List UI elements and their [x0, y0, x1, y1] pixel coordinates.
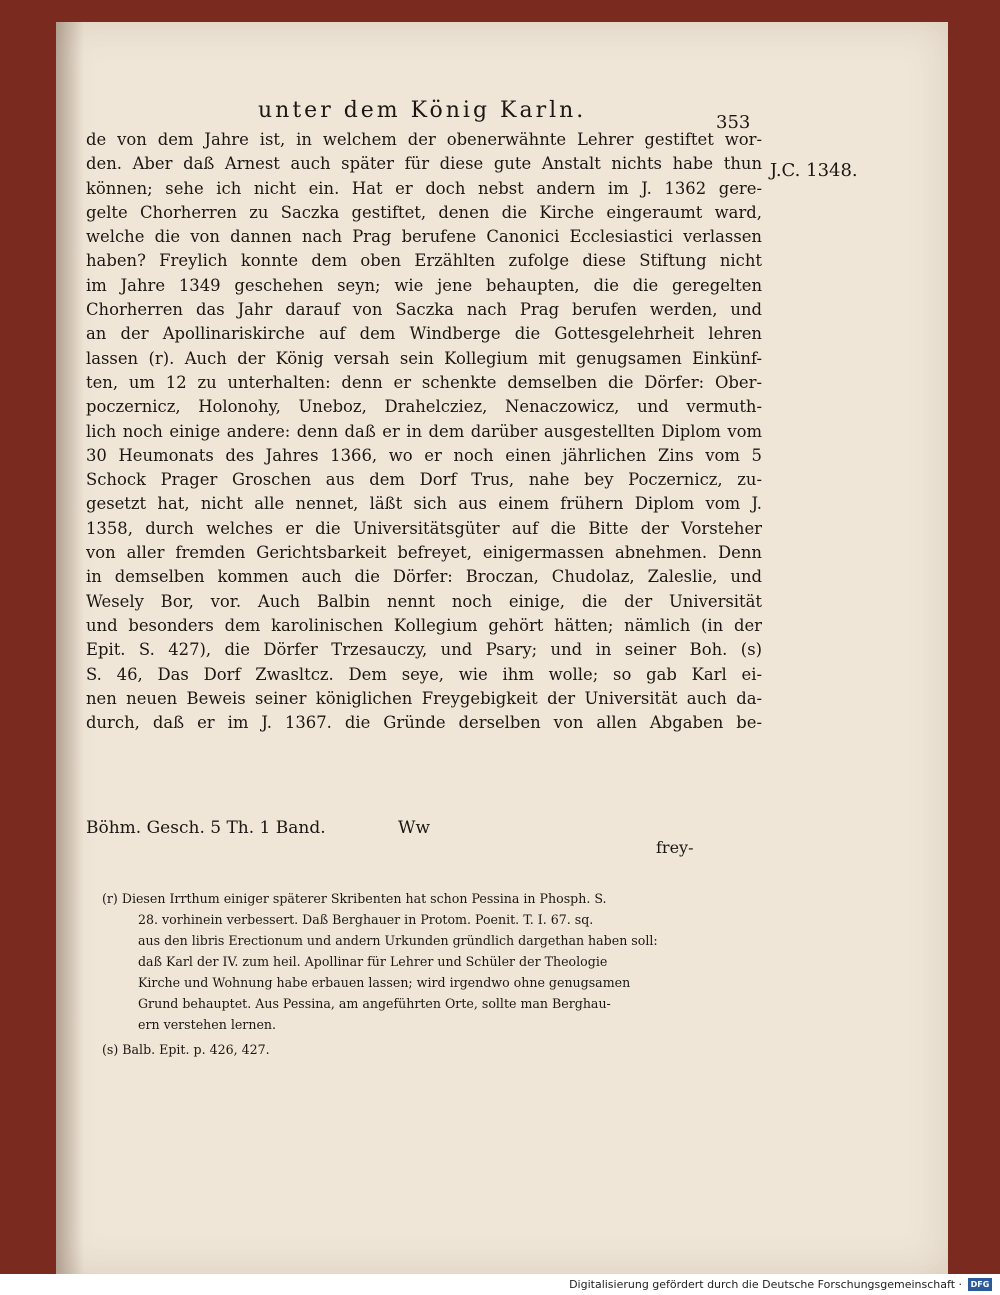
body-line: können; sehe ich nicht ein. Hat er doch nebst andern im J. 1362 gere- [86, 178, 762, 198]
body-line: von aller fremden Gerichtsbarkeit befreyet, einigermassen abnehmen. Denn [86, 543, 762, 563]
dfg-logo-icon: DFG [968, 1278, 992, 1291]
gutter-shadow [56, 22, 84, 1274]
body-line: welche die von dannen nach Prag berufene Canonici Ecclesiastici verlassen [86, 227, 762, 247]
footnote-r [102, 888, 742, 1035]
body-line: lich noch einige andere: denn daß er in dem darüber ausgestellten Diplom vom [86, 421, 762, 441]
footnote-line: (r) Diesen Irrthum einiger späterer Skribenten hat schon Pessina in Phosph. S. [102, 891, 607, 906]
footnote-line: ern verstehen lernen. [138, 1017, 277, 1032]
body-line: 30 Heumonats des Jahres 1366, wo er noch einen jährlichen Zins vom 5 [86, 445, 762, 465]
running-head: unter dem König Karln. [258, 98, 587, 123]
body-line: in demselben kommen auch die Dörfer: Broczan, Chudolaz, Zaleslie, und [86, 567, 762, 587]
body-text [86, 128, 762, 735]
page-number: 353 [716, 112, 751, 133]
body-line: im Jahre 1349 geschehen seyn; wie jene behaupten, die die geregelten [86, 275, 762, 295]
printer-signature: Böhm. Gesch. 5 Th. 1 Band. [86, 818, 326, 838]
body-line: de von dem Jahre ist, in welchem der obenerwähnte Lehrer gestiftet wor- [86, 130, 762, 149]
body-line: den. Aber daß Arnest auch später für diese gute Anstalt nichts habe thun [86, 154, 762, 174]
footnote-s: (s) Balb. Epit. p. 426, 427. [102, 1042, 270, 1057]
body-line: Schock Prager Groschen aus dem Dorf Trus, nahe bey Poczernicz, zu- [86, 470, 762, 490]
body-line: an der Apollinariskirche auf dem Windberge die Gottesgelehrheit lehren [86, 324, 762, 344]
footnote-line: Kirche und Wohnung habe erbauen lassen; wird irgendwo ohne genugsamen [138, 975, 631, 990]
body-line: ten, um 12 zu unterhalten: denn er schenkte demselben die Dörfer: Ober- [86, 372, 762, 392]
footnote-line: Grund behauptet. Aus Pessina, am angeführten Orte, sollte man Berghau- [138, 996, 611, 1011]
body-line: poczernicz, Holonohy, Uneboz, Drahelcziez, Nenaczowicz, und vermuth- [86, 397, 762, 417]
body-line: haben? Freylich konnte dem oben Erzählten zufolge diese Stiftung nicht [86, 251, 762, 271]
body-line: gelte Chorherren zu Saczka gestiftet, denen die Kirche eingeraumt ward, [86, 202, 762, 222]
margin-note-year: J.C. 1348. [770, 160, 858, 181]
body-line: 1358, durch welches er die Universitätsgüter auf die Bitte der Vorsteher [86, 518, 762, 538]
body-line: nen neuen Beweis seiner königlichen Freygebigkeit der Universität auch da- [86, 688, 762, 708]
body-line: Chorherren das Jahr darauf von Saczka nach Prag berufen werden, und [86, 300, 762, 320]
footnote-line: daß Karl der IV. zum heil. Apollinar für Lehrer und Schüler der Theologie [138, 954, 608, 969]
footnote-line: 28. vorhinein verbessert. Daß Berghauer in Protom. Poenit. T. I. 67. sq. [138, 912, 594, 927]
digitization-credit [0, 1274, 1000, 1295]
gathering-mark: Ww [398, 818, 431, 838]
footnotes [102, 888, 742, 1060]
body-line: gesetzt hat, nicht alle nennet, läßt sich aus einem frühern Diplom vom J. [86, 494, 762, 514]
body-line: und besonders dem karolinischen Kollegium gehört hätten; nämlich (in der [86, 615, 762, 635]
credit-text: Digitalisierung gefördert durch die Deutsche Forschungsgemeinschaft · [569, 1278, 962, 1291]
catchword: frey- [656, 838, 694, 857]
body-line: lassen (r). Auch der König versah sein Kollegium mit genugsamen Einkünf- [86, 348, 762, 368]
body-line: durch, daß er im J. 1367. die Gründe derselben von allen Abgaben be- [86, 713, 762, 733]
body-line: S. 46, Das Dorf Zwasltcz. Dem seye, wie ihm wolle; so gab Karl ei- [86, 664, 762, 684]
footnote-line: aus den libris Erectionum und andern Urkunden gründlich dargethan haben soll: [138, 933, 658, 948]
body-line: Wesely Bor, vor. Auch Balbin nennt noch einige, die der Universität [86, 591, 762, 611]
body-line: Epit. S. 427), die Dörfer Trzesauczy, und Psary; und in seiner Boh. (s) [86, 640, 762, 660]
